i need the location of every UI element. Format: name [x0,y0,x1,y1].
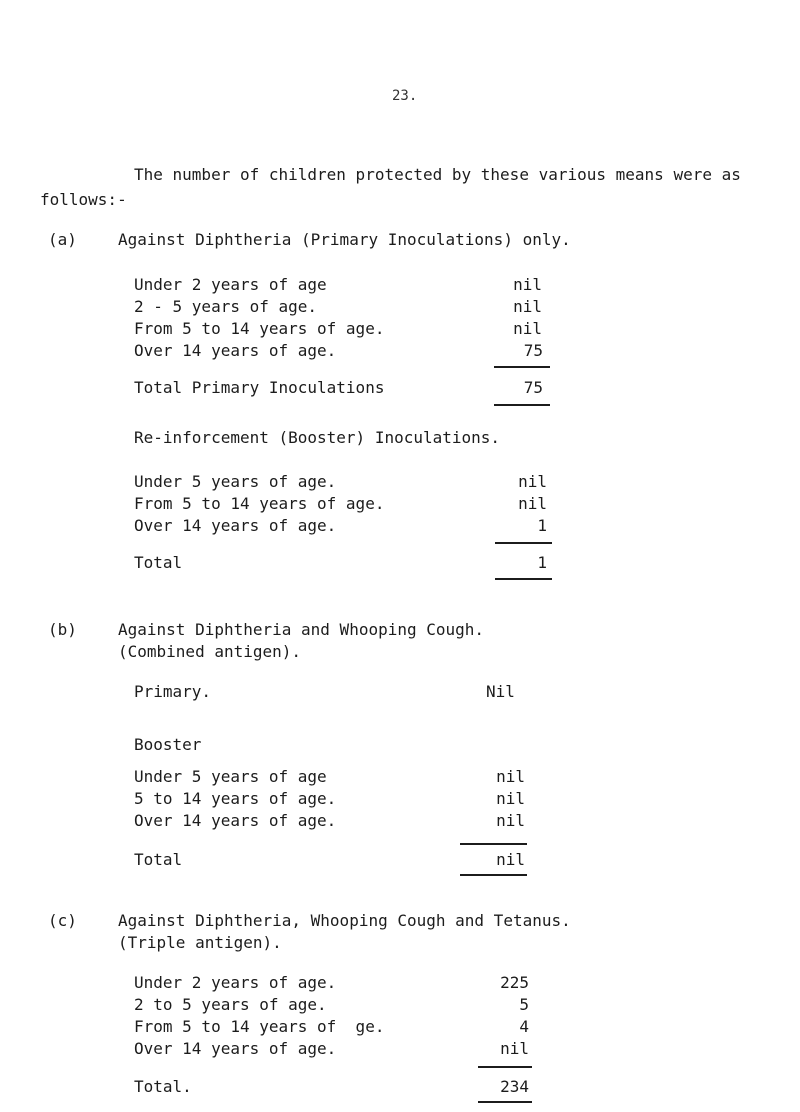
row-value: 4 [519,1017,529,1036]
section-a-marker: (a) [48,230,77,249]
row-value: 75 [523,341,543,360]
row-label: Over 14 years of age. [134,341,337,360]
total-rule [460,874,527,876]
subtotal-rule [460,843,527,845]
row-value: nil [500,1039,529,1058]
section-c-heading-2: (Triple antigen). [118,933,282,952]
section-b-heading-1: Against Diphtheria and Whooping Cough. [118,620,485,639]
subtotal-rule [494,366,550,368]
total-value: nil [496,850,525,869]
section-b-marker: (b) [48,620,77,639]
intro-line-1: The number of children protected by these various means were as [134,165,741,184]
row-label: Over 14 years of age. [134,811,337,830]
row-value: nil [518,472,547,491]
row-label: Under 2 years of age [134,275,327,294]
row-label: Under 5 years of age. [134,472,337,491]
row-value: 1 [537,516,547,535]
row-label: From 5 to 14 years of age. [134,494,385,513]
row-label: Under 2 years of age. [134,973,337,992]
primary-value: Nil [486,682,515,701]
subtotal-rule [478,1066,532,1068]
row-value: 5 [519,995,529,1014]
total-rule [494,404,550,406]
total-value: 234 [500,1077,529,1096]
row-value: nil [513,319,542,338]
total-rule [478,1101,532,1103]
intro-line-2: follows:- [40,190,127,209]
row-value: nil [518,494,547,513]
row-label: From 5 to 14 years of age. [134,319,385,338]
row-value: nil [496,789,525,808]
total-label: Total Primary Inoculations [134,378,385,397]
booster-heading: Booster [134,735,202,754]
total-label: Total [134,850,183,869]
total-value: 75 [523,378,543,397]
row-value: 225 [500,973,529,992]
total-label: Total [134,553,183,572]
primary-label: Primary. [134,682,212,701]
row-value: nil [496,767,525,786]
section-c-marker: (c) [48,911,77,930]
row-label: Over 14 years of age. [134,516,337,535]
row-value: nil [513,275,542,294]
total-rule [495,578,552,580]
total-value: 1 [537,553,547,572]
row-label: 5 to 14 years of age. [134,789,337,808]
row-label: Under 5 years of age [134,767,327,786]
row-value: nil [496,811,525,830]
section-c-heading-1: Against Diphtheria, Whooping Cough and Tetanus. [118,911,571,930]
row-label: Over 14 years of age. [134,1039,337,1058]
subtotal-rule [495,542,552,544]
booster-heading: Re-inforcement (Booster) Inoculations. [134,428,501,447]
section-b-heading-2: (Combined antigen). [118,642,302,661]
total-label: Total. [134,1077,192,1096]
page-number: 23. [392,88,418,104]
section-a-heading: Against Diphtheria (Primary Inoculations) only. [118,230,571,249]
row-label: 2 to 5 years of age. [134,995,327,1014]
row-label: 2 - 5 years of age. [134,297,318,316]
row-label: From 5 to 14 years of ge. [134,1017,385,1036]
row-value: nil [513,297,542,316]
